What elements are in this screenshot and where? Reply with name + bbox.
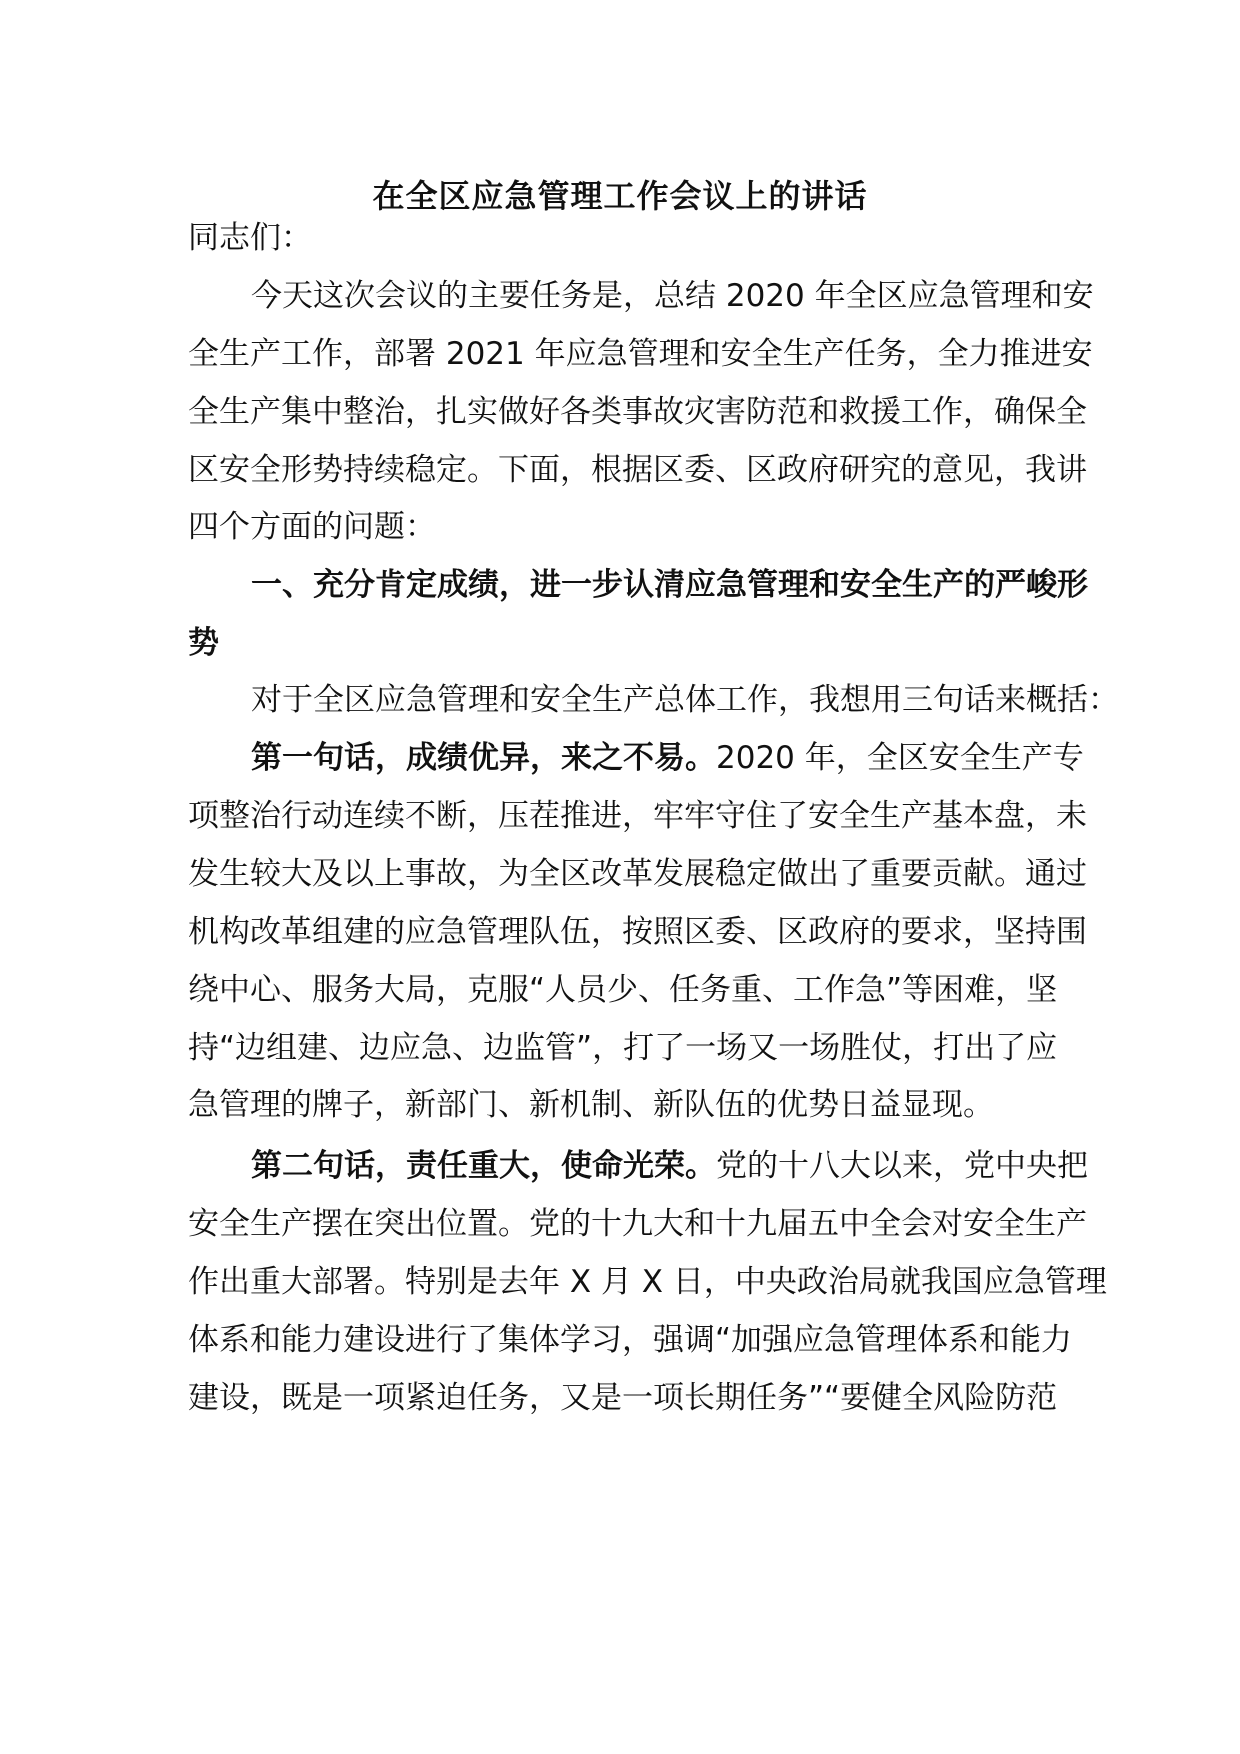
text-line [188,619,219,667]
text-segment: 今天这次会议的主要任务是，总结 2020 年全区应急管理和安 [251,278,1094,314]
text-line [188,1081,994,1129]
text-line [188,1258,1107,1306]
text-line [188,330,1093,378]
bold-text-segment: 势 [188,625,219,661]
text-line [251,676,1119,724]
text-segment: 急管理的牌子，新部门、新机制、新队伍的优势日益显现。 [188,1087,994,1123]
text-segment: 同志们： [188,220,312,256]
text-line [188,1024,1057,1072]
text-line [188,1200,1087,1248]
text-line [251,272,1094,320]
text-segment: 项整治行动连续不断，压茬推进，牢牢守住了安全生产基本盘，未 [188,798,1087,834]
bold-text-segment: 第一句话，成绩优异，来之不易。 [251,740,716,776]
document-title: 在全区应急管理工作会议上的讲话 [372,177,868,215]
text-segment: 持“边组建、边应急、边监管”，打了一场又一场胜仗，打出了应 [188,1030,1058,1066]
text-line [188,214,312,262]
text-segment: 作出重大部署。特别是去年 X 月 X 日，中央政治局就我国应急管理 [188,1264,1107,1300]
text-segment: 全生产集中整治，扎实做好各类事故灾害防范和救援工作，确保全 [188,394,1087,430]
text-line [188,446,1087,494]
text-segment: 建设，既是一项紧迫任务，又是一项长期任务”“要健全风险防范 [188,1380,1058,1416]
bold-text-segment: 一、充分肯定成绩，进一步认清应急管理和安全生产的严峻形 [251,567,1088,603]
text-line [188,388,1087,436]
text-line [188,1374,1057,1422]
text-segment: 2020 年，全区安全生产专 [716,740,1084,776]
text-line [188,503,436,551]
text-segment: 安全生产摆在突出位置。党的十九大和十九届五中全会对安全生产 [188,1206,1087,1242]
text-segment: 发生较大及以上事故，为全区改革发展稳定做出了重要贡献。通过 [188,856,1087,892]
text-segment: 全生产工作，部署 2021 年应急管理和安全生产任务，全力推进安 [188,336,1093,372]
text-line [188,966,1057,1014]
text-segment: 绕中心、服务大局，克服“人员少、任务重、工作急”等困难，坚 [188,972,1058,1008]
text-segment: 体系和能力建设进行了集体学习，强调“加强应急管理体系和能力 [188,1322,1073,1358]
text-segment: 党的十八大以来，党中央把 [716,1148,1088,1184]
text-segment: 机构改革组建的应急管理队伍，按照区委、区政府的要求，坚持围 [188,914,1087,950]
text-segment: 对于全区应急管理和安全生产总体工作，我想用三句话来概括： [251,682,1119,718]
text-line [188,850,1087,898]
text-line [251,734,1084,782]
text-line [251,561,1088,609]
text-line [188,792,1087,840]
text-segment: 区安全形势持续稳定。下面，根据区委、区政府研究的意见，我讲 [188,452,1087,488]
text-line [251,1142,1088,1190]
text-segment: 四个方面的问题： [188,509,436,545]
bold-text-segment: 第二句话，责任重大，使命光荣。 [251,1148,716,1184]
text-line [188,1316,1072,1364]
text-line [188,908,1087,956]
